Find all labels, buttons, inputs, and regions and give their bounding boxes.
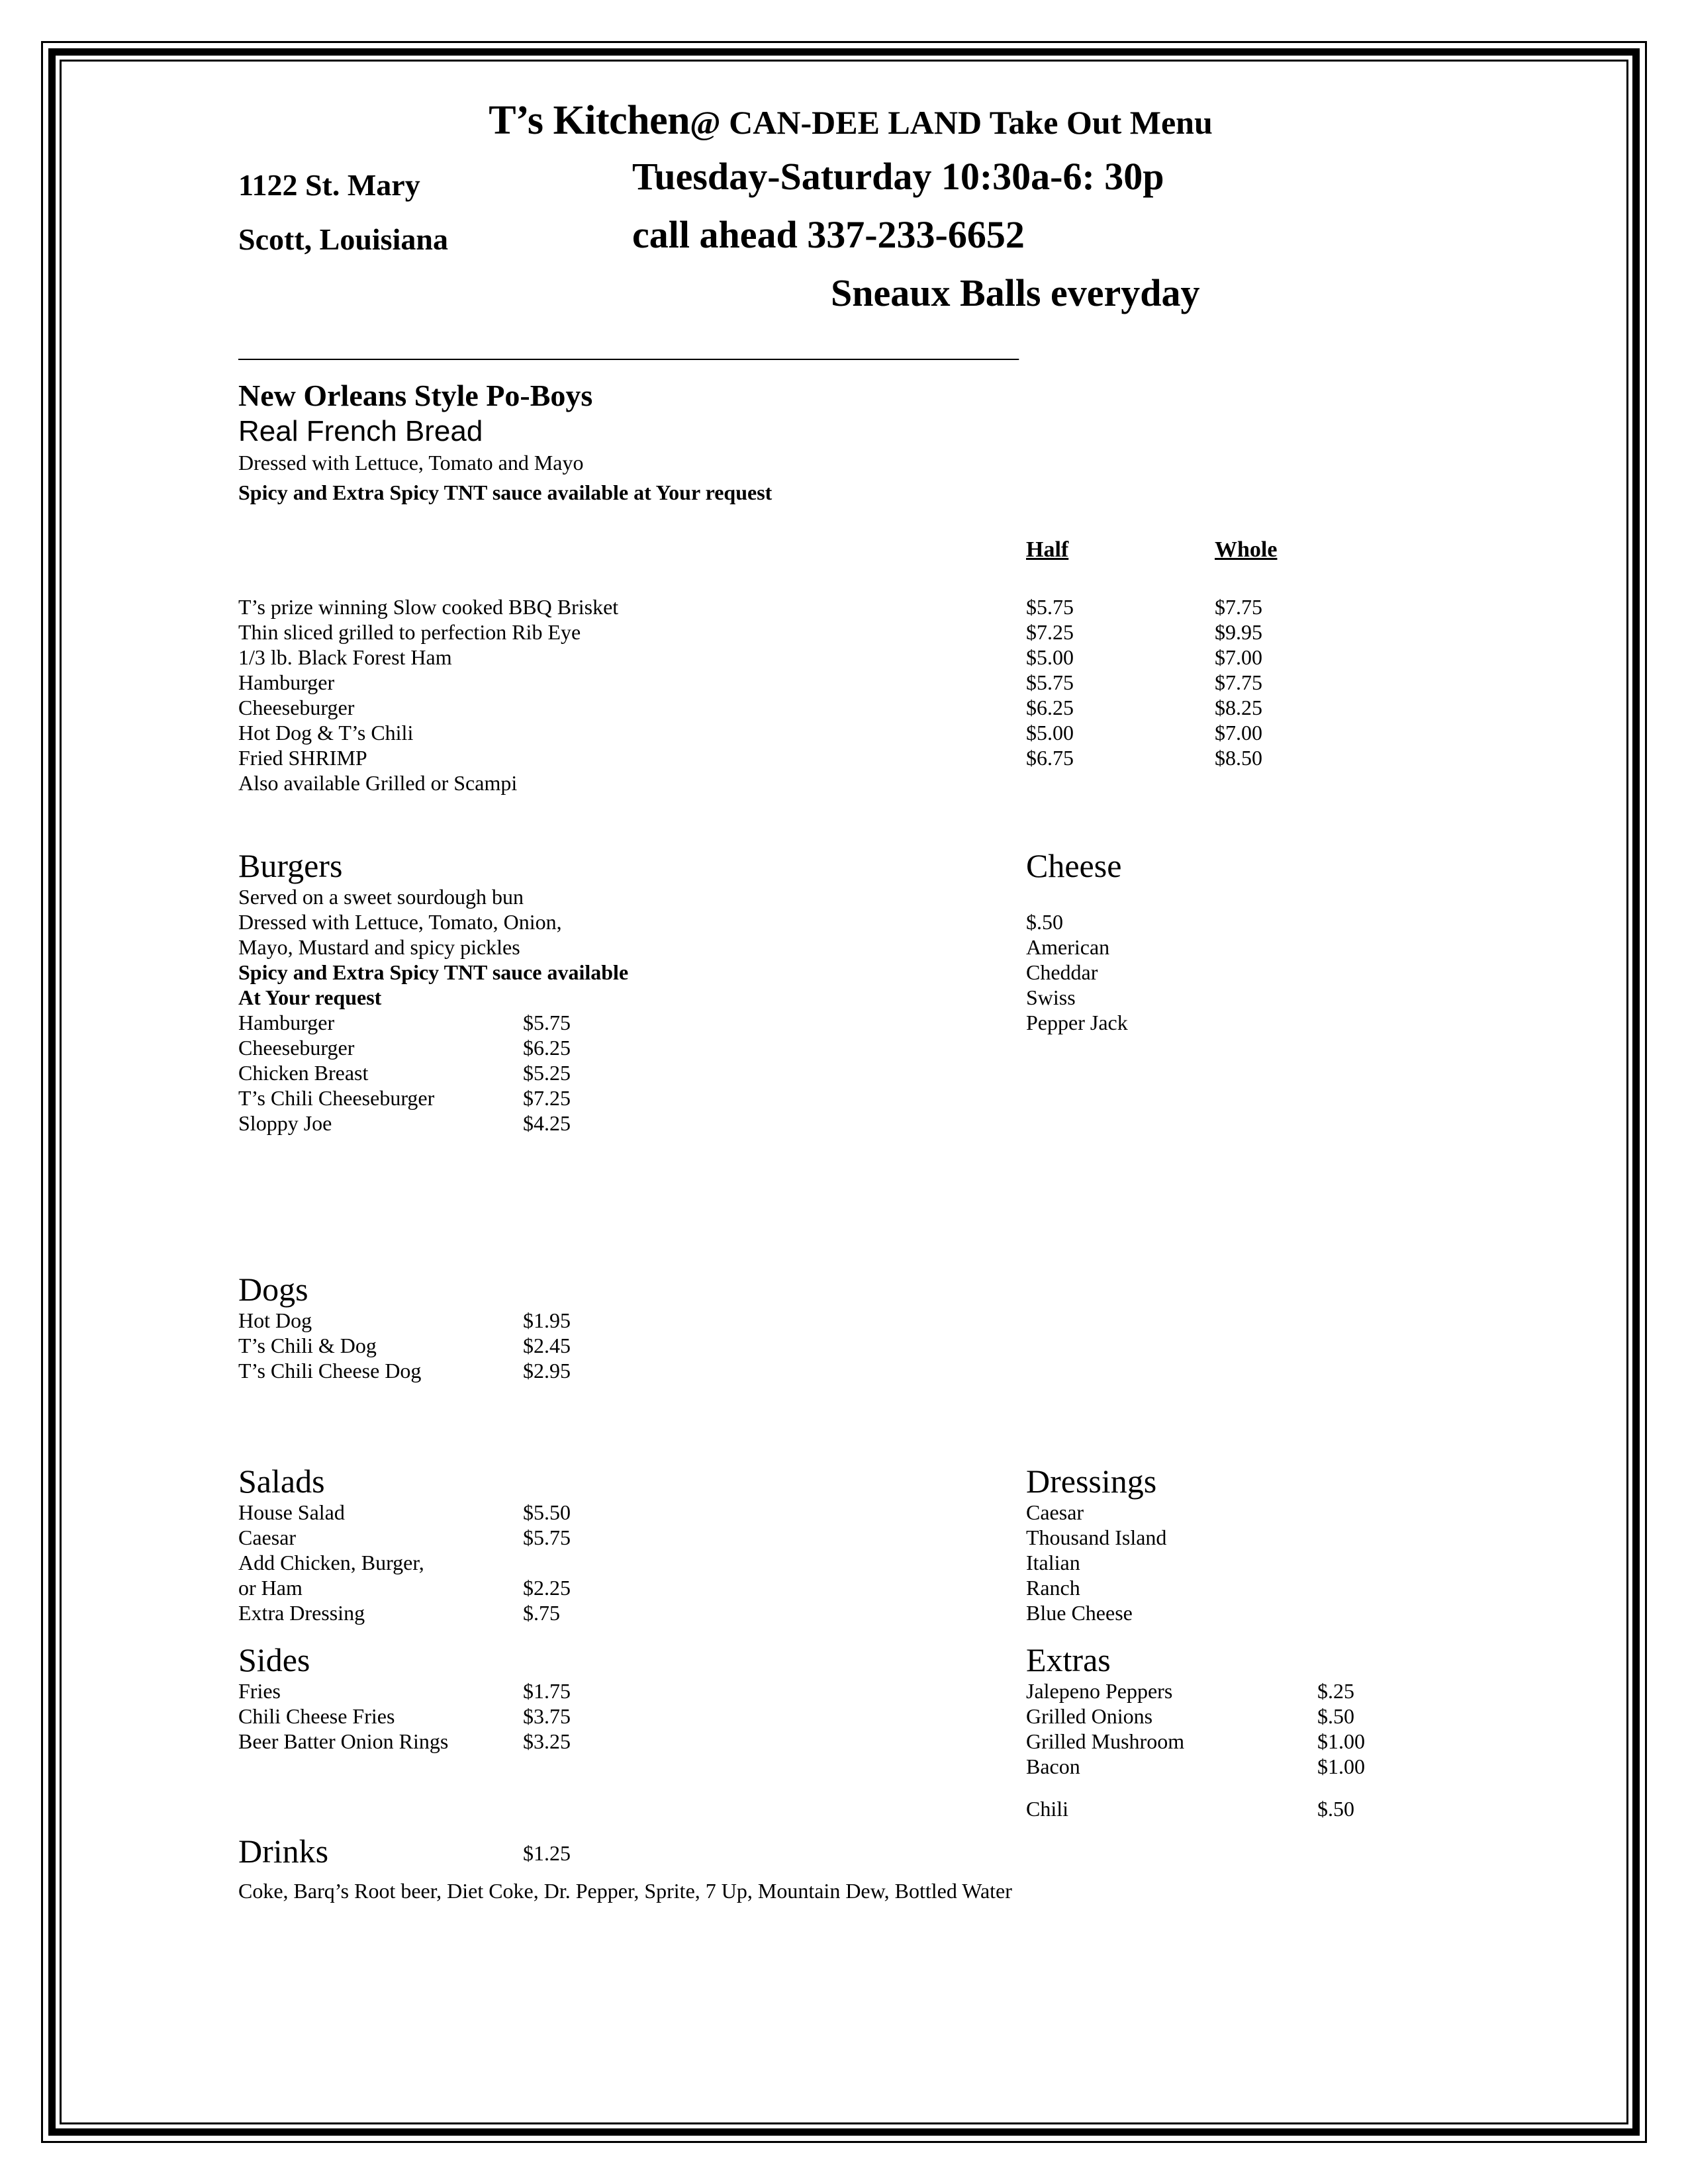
burgers-note-dressed: Dressed with Lettuce, Tomato, Onion, — [238, 909, 562, 934]
burgers-note-bun: Served on a sweet sourdough bun — [238, 884, 524, 909]
list-item — [238, 1678, 980, 1704]
item-price-whole: $8.25 — [1215, 695, 1262, 719]
item-name: Fried SHRIMP — [238, 745, 367, 770]
cheese-spacer — [1026, 884, 1463, 909]
item-name: Thin sliced grilled to perfection Rib Eye — [238, 619, 581, 644]
item-name: Add Chicken, Burger, — [238, 1550, 424, 1574]
item-name: 1/3 lb. Black Forest Ham — [238, 645, 452, 669]
list-item — [1026, 1796, 1463, 1821]
item-price: $5.75 — [523, 1525, 571, 1549]
list-item: Swiss — [1026, 985, 1076, 1009]
item-price-half: $5.75 — [1026, 594, 1074, 619]
item-name: Grilled Mushroom — [1026, 1729, 1185, 1753]
item-price: $5.25 — [523, 1060, 571, 1085]
item-price: $1.95 — [523, 1308, 571, 1332]
item-name: House Salad — [238, 1500, 345, 1524]
extras-spacer — [1026, 1779, 1463, 1796]
section-title-poboys: New Orleans Style Po-Boys — [238, 379, 593, 413]
burgers-note-condiments: Mayo, Mustard and spicy pickles — [238, 934, 520, 959]
poboys-note-spicy: Spicy and Extra Spicy TNT sauce available at Your request — [238, 480, 773, 505]
item-price: $6.25 — [523, 1035, 571, 1060]
item-name: Hot Dog — [238, 1308, 312, 1332]
item-name: Hamburger — [238, 1010, 335, 1034]
section-title-cheese: Cheese — [1026, 846, 1122, 884]
restaurant-title — [238, 99, 1463, 142]
salads-dressings-columns — [238, 1463, 1463, 1641]
item-name: Hamburger — [238, 670, 335, 694]
list-item — [238, 1550, 980, 1575]
item-name: T’s Chili & Dog — [238, 1333, 377, 1357]
item-price-whole: $9.95 — [1215, 619, 1262, 644]
list-item — [1026, 1754, 1463, 1779]
poboys-price-table — [238, 537, 1463, 796]
section-title-sides: Sides — [238, 1641, 310, 1678]
sides-extras-columns — [238, 1641, 1463, 1821]
item-price-whole: $7.00 — [1215, 720, 1262, 745]
sides-section — [238, 1641, 980, 1754]
item-price-whole: $7.00 — [1215, 645, 1262, 669]
table-row — [238, 745, 1463, 770]
item-price: $2.45 — [523, 1333, 571, 1357]
list-item — [238, 1575, 980, 1600]
item-price-half: $5.00 — [1026, 645, 1074, 669]
item-price: $.50 — [1317, 1704, 1354, 1728]
item-price: $.75 — [523, 1600, 560, 1625]
item-name: Hot Dog & T’s Chili — [238, 720, 414, 745]
item-name: Chili Cheese Fries — [238, 1704, 395, 1728]
poboys-subtitle: Real French Bread — [238, 414, 483, 447]
list-item: Caesar — [1026, 1500, 1084, 1524]
header-info — [238, 152, 1463, 320]
list-item — [238, 1600, 980, 1625]
list-item: Italian — [1026, 1550, 1080, 1574]
section-title-extras: Extras — [1026, 1641, 1111, 1678]
item-price-whole: $8.50 — [1215, 745, 1262, 770]
list-item — [238, 1704, 980, 1729]
list-item — [238, 1525, 980, 1550]
table-row — [238, 670, 1463, 695]
list-item — [238, 1060, 980, 1085]
item-price: $4.25 — [523, 1111, 571, 1135]
item-price: $2.25 — [523, 1575, 571, 1600]
list-item: Pepper Jack — [1026, 1010, 1128, 1034]
dogs-section — [238, 1271, 980, 1383]
salads-section — [238, 1463, 980, 1625]
item-name: T’s Chili Cheese Dog — [238, 1358, 422, 1383]
item-price: $5.50 — [523, 1500, 571, 1524]
item-price-whole: $7.75 — [1215, 594, 1262, 619]
item-name: Chili — [1026, 1796, 1069, 1821]
table-row — [238, 594, 1463, 619]
restaurant-title-suffix: @ CAN-DEE LAND Take Out Menu — [690, 104, 1213, 141]
item-price: $.25 — [1317, 1678, 1354, 1703]
item-name: Extra Dressing — [238, 1600, 365, 1625]
item-name: T’s Chili Cheeseburger — [238, 1085, 435, 1110]
item-price: $2.95 — [523, 1358, 571, 1383]
address-street: 1122 St. Mary — [238, 168, 420, 203]
dressings-section — [1026, 1463, 1463, 1625]
burgers-section — [238, 847, 980, 1136]
item-name: Cheeseburger — [238, 695, 355, 719]
column-header-half: Half — [1026, 537, 1069, 562]
item-name: or Ham — [238, 1575, 303, 1600]
list-item: Cheddar — [1026, 960, 1098, 984]
phone-number: call ahead 337-233-6652 — [632, 213, 1025, 257]
item-price-half: $5.75 — [1026, 670, 1074, 694]
list-item — [1026, 1729, 1463, 1754]
footnote-text: Also available Grilled or Scampi — [238, 770, 518, 795]
drinks-header — [238, 1832, 1463, 1873]
table-row — [238, 619, 1463, 645]
burgers-note-spicy: Spicy and Extra Spicy TNT sauce available — [238, 960, 629, 984]
item-name: Sloppy Joe — [238, 1111, 332, 1135]
poboys-footnote — [238, 770, 1463, 796]
section-title-dressings: Dressings — [1026, 1462, 1157, 1500]
menu-content — [238, 99, 1463, 1903]
item-price: $3.75 — [523, 1704, 571, 1728]
poboys-note: Dressed with Lettuce, Tomato and Mayo — [238, 450, 584, 475]
item-price-half: $6.25 — [1026, 695, 1074, 719]
item-price: $1.00 — [1317, 1729, 1365, 1753]
list-item — [238, 1111, 980, 1136]
item-price: $5.75 — [523, 1010, 571, 1034]
dogs-columns — [238, 1271, 1463, 1423]
item-price: $1.75 — [523, 1678, 571, 1703]
section-title-burgers: Burgers — [238, 846, 343, 884]
column-header-whole: Whole — [1215, 537, 1278, 562]
list-item: Blue Cheese — [1026, 1600, 1133, 1625]
poboys-rows — [238, 594, 1463, 796]
list-item — [238, 1010, 980, 1035]
table-row — [238, 645, 1463, 670]
cheese-section — [1026, 847, 1463, 1035]
section-title-dogs: Dogs — [238, 1270, 308, 1308]
list-item — [238, 1729, 980, 1754]
drinks-price: $1.25 — [523, 1841, 571, 1865]
list-item — [1026, 1678, 1463, 1704]
list-item: Thousand Island — [1026, 1525, 1167, 1549]
item-price-half: $7.25 — [1026, 619, 1074, 644]
item-name: Grilled Onions — [1026, 1704, 1153, 1728]
item-name: Jalepeno Peppers — [1026, 1678, 1173, 1703]
item-name: Chicken Breast — [238, 1060, 369, 1085]
cheese-price: $.50 — [1026, 909, 1063, 934]
item-price: $3.25 — [523, 1729, 571, 1753]
list-item — [1026, 1704, 1463, 1729]
item-price-whole: $7.75 — [1215, 670, 1262, 694]
table-row — [238, 720, 1463, 745]
item-name: Bacon — [1026, 1754, 1080, 1778]
header-divider: ______________________________________________________________ — [238, 340, 1018, 363]
list-item — [238, 1085, 980, 1111]
address-city-state: Scott, Louisiana — [238, 222, 448, 257]
item-price-half: $6.75 — [1026, 745, 1074, 770]
item-price: $.50 — [1317, 1796, 1354, 1821]
item-name: Cheeseburger — [238, 1035, 355, 1060]
section-title-drinks: Drinks — [238, 1832, 329, 1870]
item-price: $7.25 — [523, 1085, 571, 1110]
poboys-table-header — [238, 537, 1463, 572]
list-item — [238, 1500, 980, 1525]
list-item: American — [1026, 934, 1110, 959]
business-hours: Tuesday-Saturday 10:30a-6: 30p — [632, 155, 1164, 199]
item-name: T’s prize winning Slow cooked BBQ Brisket — [238, 594, 619, 619]
tagline: Sneaux Balls everyday — [831, 271, 1200, 315]
item-price: $1.00 — [1317, 1754, 1365, 1778]
section-title-salads: Salads — [238, 1462, 325, 1500]
burgers-note-request: At Your request — [238, 985, 382, 1009]
list-item — [238, 1035, 980, 1060]
drinks-section — [238, 1832, 1463, 1903]
restaurant-brand-name: T’s Kitchen — [489, 98, 690, 143]
list-item: Ranch — [1026, 1575, 1080, 1600]
item-price-half: $5.00 — [1026, 720, 1074, 745]
table-row — [238, 695, 1463, 720]
list-item — [238, 1358, 980, 1383]
drinks-list: Coke, Barq’s Root beer, Diet Coke, Dr. Pepper, Sprite, 7 Up, Mountain Dew, Bottled Water — [238, 1878, 1012, 1903]
list-item — [238, 1333, 980, 1358]
item-name: Fries — [238, 1678, 281, 1703]
burgers-cheese-columns — [238, 847, 1463, 1271]
list-item — [238, 1308, 980, 1333]
item-name: Beer Batter Onion Rings — [238, 1729, 449, 1753]
item-name: Caesar — [238, 1525, 297, 1549]
extras-section — [1026, 1641, 1463, 1821]
